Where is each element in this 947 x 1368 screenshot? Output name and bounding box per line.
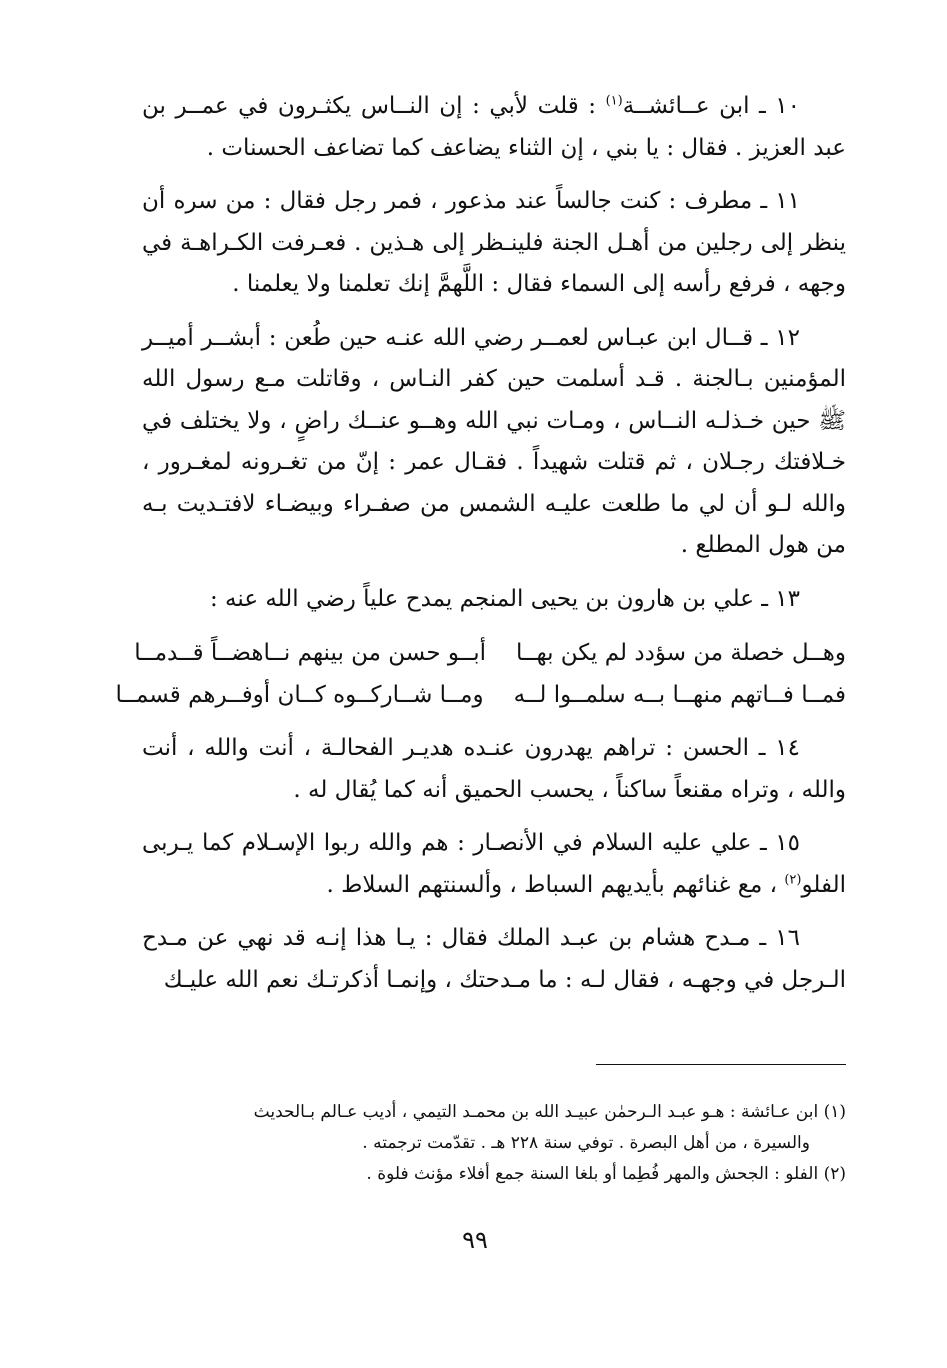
verse-1-first-hemistich: وهــل خصلة من سؤدد لم يكن بهــا (516, 640, 846, 666)
page-number: ٩٩ (462, 1226, 488, 1254)
paragraph-14: ١٤ ـ الحسن : تراهم يهدرون عنـده هديـر الفحالـة ، أنت والله ، أنت والله ، وتراه مقنعاً ساكناً ، يحسب الحميق أنه كما يُقال له . (142, 735, 846, 803)
footnote-ref-2[interactable]: (٢) (784, 871, 802, 887)
paragraph-10-rest: : قلت لأبي : إن النــاس يكثـرون في عمــر بن عبد العزيز . فقال : يا بني ، إن الثناء يضاعف كما تضاعف الحسنات . (142, 93, 846, 161)
paragraph-15 (142, 823, 846, 906)
footnote-2: (٢) الفلو : الجحش والمهر فُطِما أو بلغا السنة جمع أفلاء مؤنث فلوة . (366, 1164, 846, 1184)
footnote-separator (596, 1064, 846, 1065)
main-text (115, 86, 846, 1013)
paragraph-16: ١٦ ـ مـدح هشام بن عبـد الملك فقال : يـا هذا إنـه قد نهي عن مـدح الـرجل في وجهـه ، فقال لـه : ما مـدحتك ، وإنمـا أذكرتـك نعم الله عليـك (142, 925, 846, 993)
paragraph-15-start: ١٥ ـ علي عليه السلام في الأنصـار : هم والله ربوا الإسـلام كما يـربى الفلو (142, 830, 846, 898)
poem-verse-1 (134, 632, 846, 674)
verse-2-second-hemistich: ومــا شــاركــوه كــان أوفــرهم قسمــا (115, 682, 484, 708)
paragraph-12: ١٢ ـ قــال ابن عبـاس لعمــر رضي الله عنـه حين طُعن : أبشــر أميــر المؤمنين بـالجنة . قـد أسلمت حين كفر النـاس ، وقاتلت مـع رسول الله ﷺ حين خـذلـه النــاس ، ومـات نبي الله وهــو عنــك راضٍ ، ولا يختلف في خـلافتك رجـلان ، ثم قتلت شهيداً . فقـال عمر : إنّ من تغـرونه لمغـرور ، والله لـو أن لي ما طلعت عليـه الشمس من صفـراء وبيضـاء لافتـديت بـه من هول المطلع . (142, 324, 846, 558)
paragraph-15-rest: ، مع غنائهم بأيديهم السباط ، وألسنتهم السلاط . (326, 871, 785, 898)
paragraph-11: ١١ ـ مطرف : كنت جالساً عند مذعور ، فمر رجل فقال : من سره أن ينظر إلى رجلين من أهـل الجنة فلينـظر إلى هـذين . فعـرفت الكـراهـة في وجهه ، فرفع رأسه إلى السماء فقال : اللَّهمَّ إنك تعلمنا ولا يعلمنا . (142, 188, 846, 297)
paragraph-13: ١٣ ـ علي بن هارون بن يحيى المنجم يمدح علياً رضي الله عنه : (209, 585, 800, 612)
verse-1-second-hemistich: أبــو حسن من بينهم نــاهضــاً قــدمــا (134, 640, 486, 666)
verse-2-first-hemistich: فمــا فــاتهم منهــا بــه سلمــوا لــه (513, 682, 846, 708)
poem (115, 632, 846, 716)
paragraph-10 (142, 86, 846, 169)
footnote-1-continued: والسيرة ، من أهل البصرة . توفي سنة ٢٢٨ هـ . تقدّمت ترجمته . (362, 1133, 810, 1153)
footnotes (142, 1097, 846, 1190)
footnote-ref-1[interactable]: (١) (605, 93, 623, 109)
footnote-1: (١) ابن عـائشة : هـو عبـد الـرحمٰن عبيـد الله بن محمـد التيمي ، أديب عـالم بـالحديث (253, 1102, 846, 1122)
paragraph-10-start: ١٠ ـ ابن عــائشــة (622, 93, 800, 119)
poem-verse-2 (115, 674, 846, 716)
